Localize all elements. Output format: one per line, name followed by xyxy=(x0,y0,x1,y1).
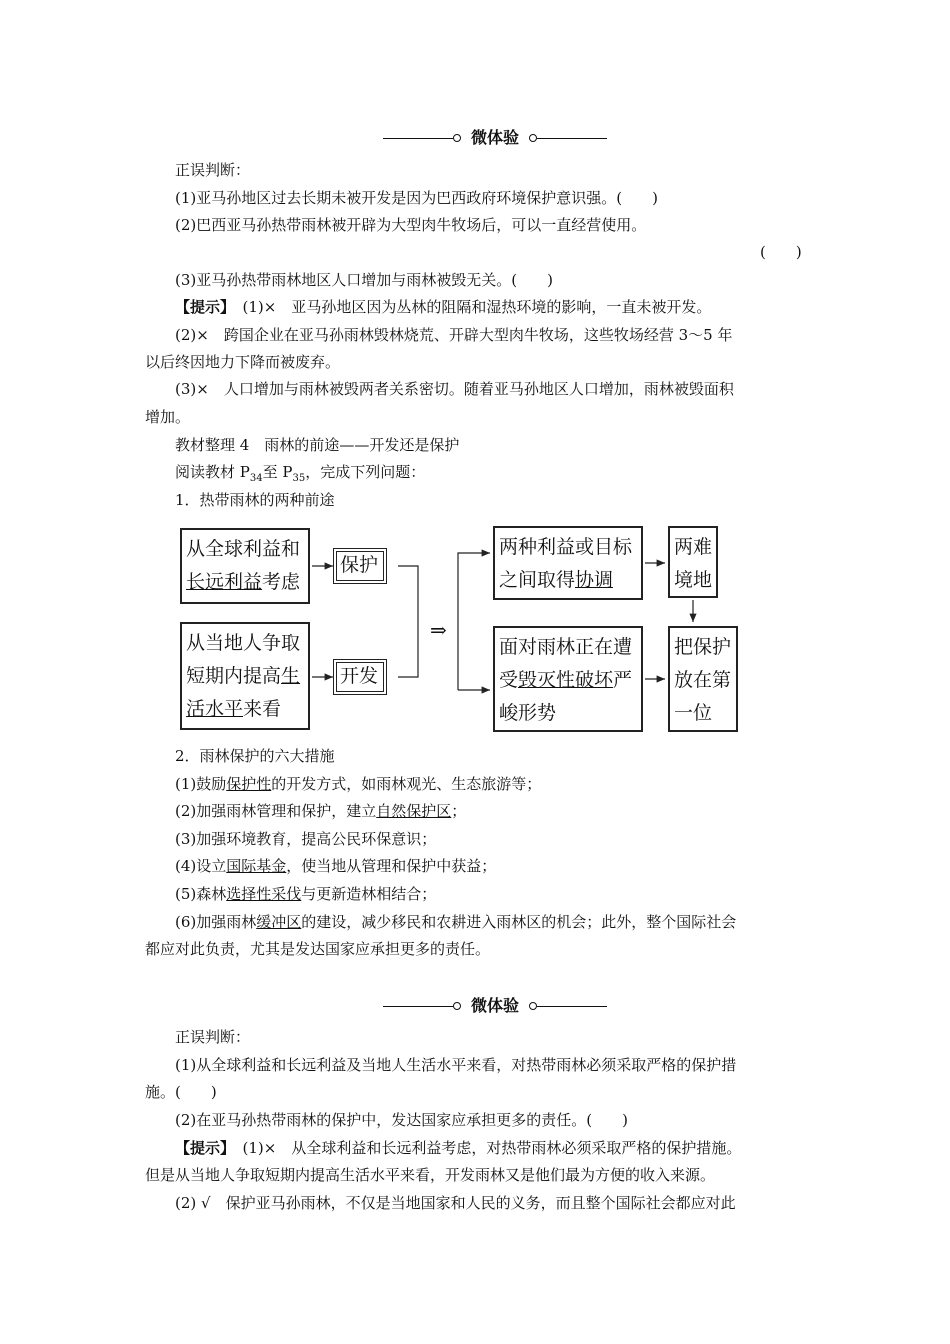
blank-answer: 自然保护区 xyxy=(376,802,452,820)
measure-text: (2)加强雨林管理和保护，建立 xyxy=(175,802,377,820)
blank-answer: 生 xyxy=(281,665,301,687)
section-header xyxy=(375,996,615,1016)
hint-2: (2)× 跨国企业在亚马孙雨林毁林烧荒、开辟大型肉牛牧场，这些牧场经营 3～5 年 xyxy=(175,326,733,344)
question-1-cont: 施。( ) xyxy=(145,1083,217,1101)
read-post: ，完成下列问题： xyxy=(305,463,426,481)
measure-2 xyxy=(145,801,840,821)
question-1: (1)从全球利益和长远利益及当地人生活水平来看，对热带雨林必须采取严格的保护措 xyxy=(175,1056,737,1074)
blank-answer: 保护性 xyxy=(226,775,272,793)
bracket-left xyxy=(398,566,418,677)
bracket-right xyxy=(458,553,490,690)
hint-3: (3)× 人口增加与雨林被毁两者关系密切。随着亚马孙地区人口增加，雨林被毁面积 xyxy=(175,380,734,398)
box-text: 从当地人争取 xyxy=(186,632,301,654)
hint-text: (1)× 从全球利益和长远利益考虑，对热带雨林必须采取严格的保护措施。 xyxy=(227,1139,742,1157)
page-sub: 35 xyxy=(292,473,306,484)
box-text: 一位 xyxy=(674,702,713,724)
section-title: 微体验 xyxy=(470,996,519,1015)
measure-3: (3)加强环境教育，提高公民环保意识； xyxy=(175,830,437,848)
measure-1 xyxy=(145,774,840,794)
measure-text: 的开发方式，如雨林观光、生态旅游等； xyxy=(271,775,542,793)
measure-6-cont: 都应对此负责，尤其是发达国家应承担更多的责任。 xyxy=(145,940,491,958)
box-protect: 保护 xyxy=(336,551,384,581)
blank-answer: 活水平 xyxy=(186,698,244,720)
blank-answer: 长远利益 xyxy=(186,571,263,593)
box-text-head: 受 xyxy=(499,669,519,691)
measure-text: (6)加强雨林 xyxy=(175,913,257,931)
judge-label: 正误判断： xyxy=(175,161,251,179)
section-title: 微体验 xyxy=(470,128,519,147)
measure-5 xyxy=(145,884,840,904)
box-text-tail: 严 xyxy=(613,669,633,691)
measure-text: ，使当地从管理和保护中获益； xyxy=(286,857,497,875)
box-text: 从全球利益和 xyxy=(186,538,301,560)
measure-4 xyxy=(145,856,840,876)
answer-blank: ( ) xyxy=(760,243,802,261)
divider xyxy=(383,1006,453,1007)
measure-text: 的建设，减少移民和农耕进入雨林区的机会；此外，整个国际社会 xyxy=(301,913,737,931)
measure-text: (4)设立 xyxy=(175,857,227,875)
box-text: 峻形势 xyxy=(499,702,557,724)
box-text-head: 短期内提高 xyxy=(186,665,282,687)
hint-text: (1)× 亚马孙地区因为丛林的阻隔和湿热环境的影响，一直未被开发。 xyxy=(227,298,712,316)
read-mid: 至 P xyxy=(262,463,293,481)
read-pre: 阅读教材 P xyxy=(175,463,250,481)
hint-1-cont: 但是从当地人争取短期内提高生活水平来看，开发雨林又是他们最为方便的收入来源。 xyxy=(145,1166,716,1184)
box-text-tail: 考虑 xyxy=(262,571,301,593)
box-text-head: 之间取得 xyxy=(499,569,576,591)
hint-1 xyxy=(145,1138,840,1158)
measure-text: ； xyxy=(451,802,467,820)
question-2: (2)巴西亚马孙热带雨林被开辟为大型肉牛牧场后，可以一直经营使用。 xyxy=(175,216,647,234)
judge-label: 正误判断： xyxy=(175,1028,251,1046)
box-text-tail: 来看 xyxy=(243,698,282,720)
hint-3-cont: 增加。 xyxy=(145,408,191,426)
hint-2-cont: 以后终因地力下降而被废弃。 xyxy=(145,353,341,371)
box-text: 两难 xyxy=(674,536,713,558)
question-1: (1)亚马孙地区过去长期未被开发是因为巴西政府环境保护意识强。( ) xyxy=(175,189,658,207)
box-text: 境地 xyxy=(674,569,713,591)
item-1-title: 1．热带雨林的两种前途 xyxy=(175,491,335,509)
blank-answer: 协调 xyxy=(575,569,614,591)
ornament-dot-icon xyxy=(529,1002,537,1010)
blank-answer: 国际基金 xyxy=(226,857,287,875)
implies-symbol: ⇒ xyxy=(430,618,447,642)
hint-label: 【提示】 xyxy=(175,298,228,316)
page-sub: 34 xyxy=(249,473,263,484)
question-3: (3)亚马孙热带雨林地区人口增加与雨林被毁无关。( ) xyxy=(175,271,553,289)
blank-answer: 选择性采伐 xyxy=(226,885,302,903)
measure-6 xyxy=(145,912,840,932)
box-text: 放在第 xyxy=(674,669,732,691)
blank-answer: 毁灭性破坏 xyxy=(518,669,614,691)
box-text: 把保护 xyxy=(674,636,732,658)
hint-2: (2) √ 保护亚马孙雨林，不仅是当地国家和人民的义务，而且整个国际社会都应对此 xyxy=(175,1194,736,1212)
item-2-title: 2．雨林保护的六大措施 xyxy=(175,747,335,765)
ornament-dot-icon xyxy=(453,1002,461,1010)
box-text: 两种利益或目标 xyxy=(499,536,633,558)
material-title: 教材整理 4 雨林的前途——开发还是保护 xyxy=(175,436,460,454)
divider xyxy=(537,1006,607,1007)
measure-text: (1)鼓励 xyxy=(175,775,227,793)
measure-text: 与更新造林相结合； xyxy=(301,885,437,903)
blank-answer: 缓冲区 xyxy=(256,913,302,931)
box-develop: 开发 xyxy=(336,662,384,692)
measure-text: (5)森林 xyxy=(175,885,227,903)
question-2: (2)在亚马孙热带雨林的保护中，发达国家应承担更多的责任。( ) xyxy=(175,1111,628,1129)
box-text: 面对雨林正在遭 xyxy=(499,636,633,658)
hint-label: 【提示】 xyxy=(175,1139,228,1157)
